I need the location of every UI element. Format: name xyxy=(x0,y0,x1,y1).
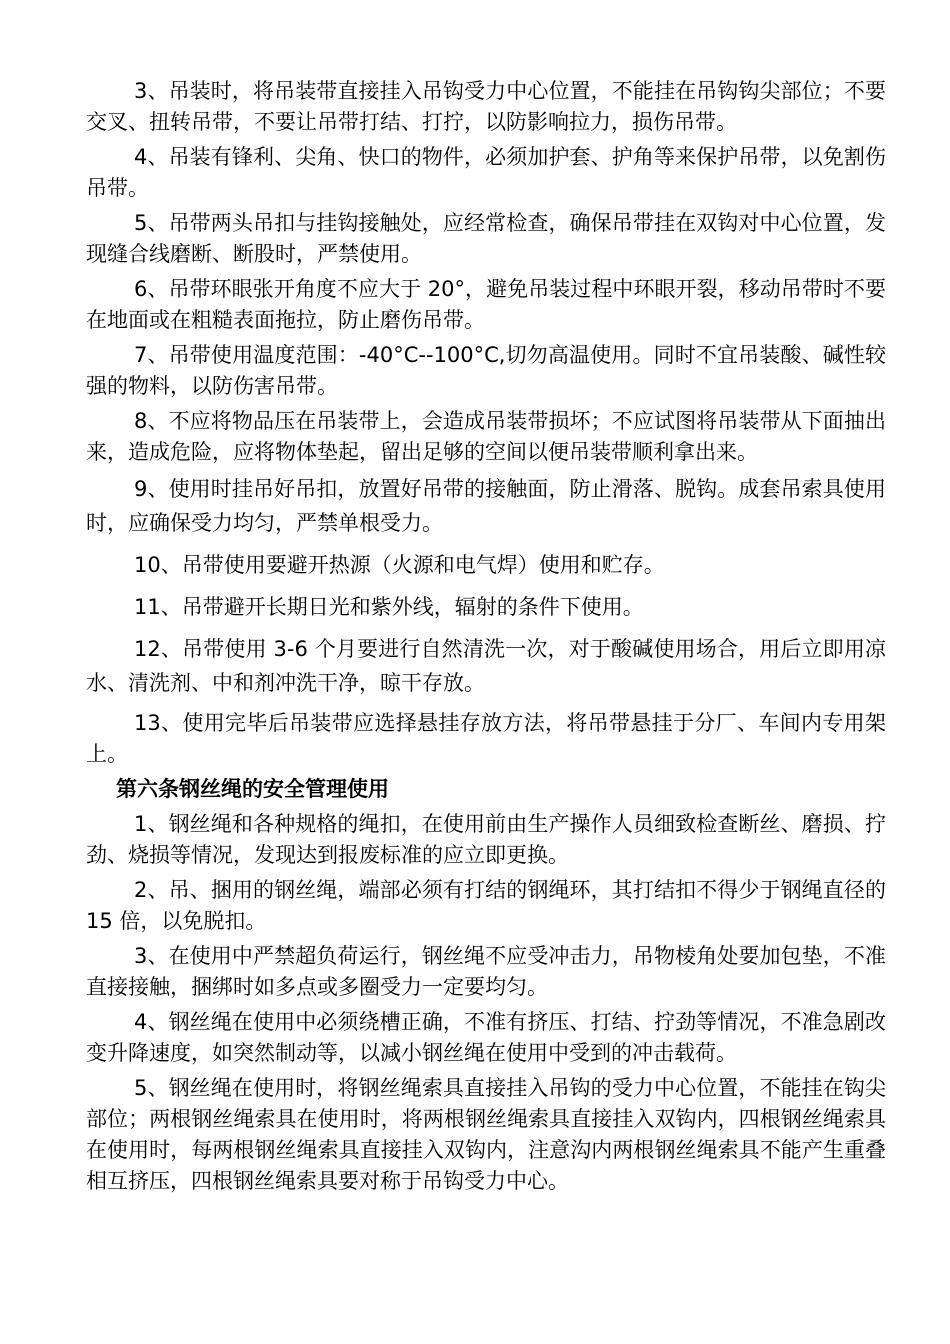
paragraph-rope-item-4: 4、钢丝绳在使用中必须绕槽正确，不准有挤压、打结、拧劲等情况，不准急剧改变升降速度，如突然制动等，以减小钢丝绳在使用中受到的冲击载荷。 xyxy=(86,1010,886,1065)
paragraph-item-6: 6、吊带环眼张开角度不应大于 20°，避免吊装过程中环眼开裂，移动吊带时不要在地面或在粗糙表面拖拉，防止磨伤吊带。 xyxy=(86,277,886,332)
paragraph-rope-item-1: 1、钢丝绳和各种规格的绳扣，在使用前由生产操作人员细致检查断丝、磨损、拧劲、烧损等情况，发现达到报废标准的应立即更换。 xyxy=(86,812,886,867)
document-page xyxy=(86,76,886,1201)
paragraph-item-4: 4、吊装有锋利、尖角、快口的物件，必须加护套、护角等来保护吊带，以免割伤吊带。 xyxy=(86,145,886,200)
paragraph-rope-item-2: 2、吊、捆用的钢丝绳，端部必须有打结的钢绳环，其打结扣不得少于钢绳直径的 15 倍，以免脱扣。 xyxy=(86,878,886,933)
paragraph-item-8: 8、不应将物品压在吊装带上，会造成吊装带损坏；不应试图将吊装带从下面抽出来，造成危险，应将物体垫起，留出足够的空间以便吊装带顺利拿出来。 xyxy=(86,409,886,464)
section-heading: 第六条钢丝绳的安全管理使用 xyxy=(116,777,389,801)
paragraph-item-7: 7、吊带使用温度范围：-40°C--100°C,切勿高温使用。同时不宜吊装酸、碱性较强的物料，以防伤害吊带。 xyxy=(86,343,886,398)
paragraph-rope-item-5: 5、钢丝绳在使用时，将钢丝绳索具直接挂入吊钩的受力中心位置，不能挂在钩尖部位；两根钢丝绳索具在使用时，将两根钢丝绳索具直接挂入双钩内，四根钢丝绳索具在使用时，每两根钢丝绳索具直接挂入双钩内，注意沟内两根钢丝绳索具不能产生重叠相互挤压，四根钢丝绳索具要对称于吊钩受力中心。 xyxy=(86,1076,886,1193)
paragraph-item-13: 13、使用完毕后吊装带应选择悬挂存放方法，将吊带悬挂于分厂、车间内专用架上。 xyxy=(86,711,886,766)
paragraph-item-9: 9、使用时挂吊好吊扣，放置好吊带的接触面，防止滑落、脱钩。成套吊索具使用时，应确保受力均匀，严禁单根受力。 xyxy=(86,477,886,535)
paragraph-item-10: 10、吊带使用要避开热源（火源和电气焊）使用和贮存。 xyxy=(134,553,665,577)
paragraph-item-12: 12、吊带使用 3-6 个月要进行自然清洗一次，对于酸碱使用场合，用后立即用凉水、清洗剂、中和剂冲洗干净，晾干存放。 xyxy=(86,637,886,695)
paragraph-rope-item-3: 3、在使用中严禁超负荷运行，钢丝绳不应受冲击力，吊物棱角处要加包垫，不准直接接触，捆绑时如多点或多圈受力一定要均匀。 xyxy=(86,944,886,999)
paragraph-item-3: 3、吊装时，将吊装带直接挂入吊钩受力中心位置，不能挂在吊钩钩尖部位；不要交叉、扭转吊带，不要让吊带打结、打拧，以防影响拉力，损伤吊带。 xyxy=(86,79,886,134)
paragraph-item-5: 5、吊带两头吊扣与挂钩接触处，应经常检查，确保吊带挂在双钩对中心位置，发现缝合线磨断、断股时，严禁使用。 xyxy=(86,211,886,266)
paragraph-item-11: 11、吊带避开长期日光和紫外线，辐射的条件下使用。 xyxy=(134,595,644,619)
